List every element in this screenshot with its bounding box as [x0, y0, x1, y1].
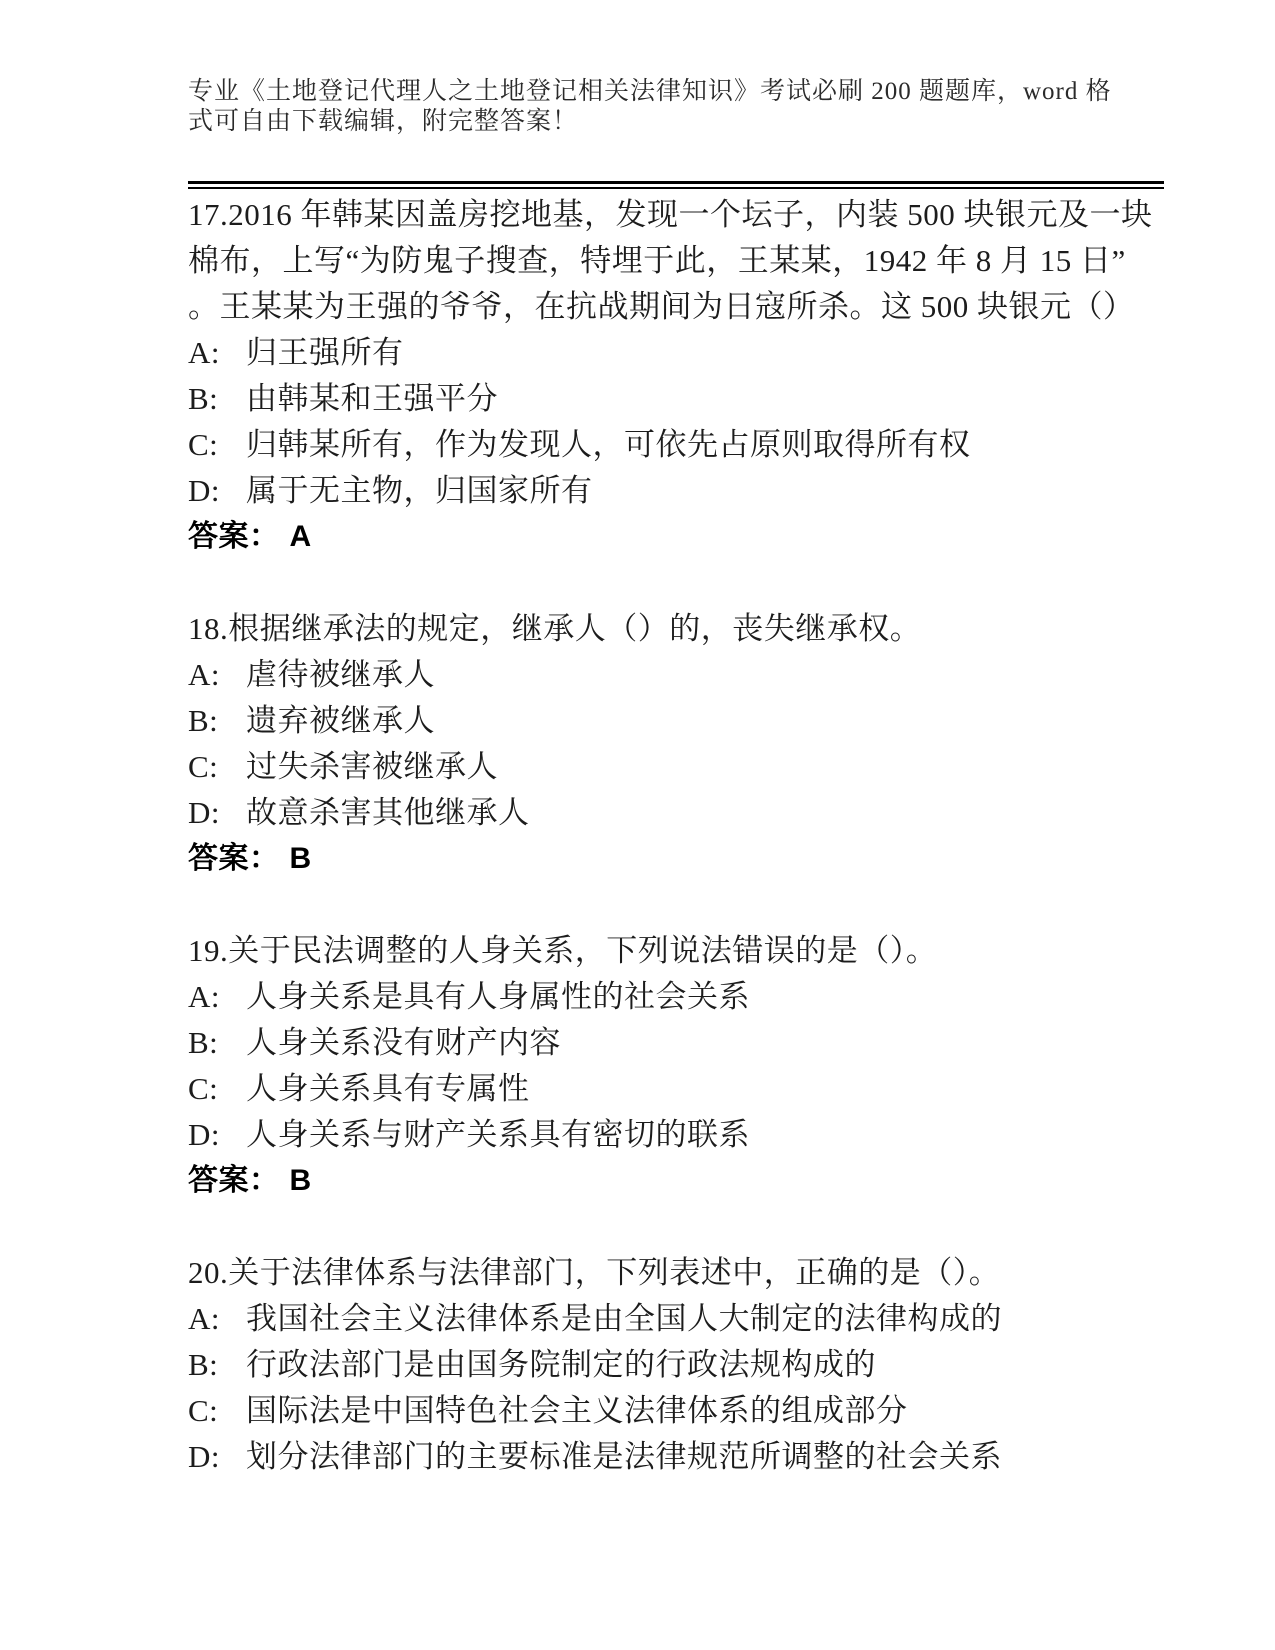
- option-row: [188, 974, 1164, 1020]
- option-text: 人身关系没有财产内容: [246, 1025, 561, 1060]
- question-block-19: [188, 928, 1164, 1204]
- option-label: B:: [188, 1347, 219, 1382]
- option-text: 属于无主物，归国家所有: [246, 473, 593, 508]
- option-row: [188, 698, 1164, 744]
- option-row: [188, 330, 1164, 376]
- option-row: [188, 1112, 1164, 1158]
- question-stem-line: 19.关于民法调整的人身关系，下列说法错误的是（）。: [188, 933, 938, 968]
- option-row: [188, 790, 1164, 836]
- answer-label: 答案：: [188, 1164, 280, 1197]
- document-content-column: [188, 0, 1164, 1526]
- option-text: 过失杀害被继承人: [246, 749, 498, 784]
- answer-label: 答案：: [188, 520, 280, 553]
- option-label: A:: [188, 979, 220, 1014]
- answer-label: 答案：: [188, 842, 280, 875]
- question-block-20: [188, 1250, 1164, 1480]
- option-text: 人身关系与财产关系具有密切的联系: [246, 1117, 750, 1152]
- option-text: 归王强所有: [246, 335, 404, 370]
- option-label: A:: [188, 1301, 220, 1336]
- question-stem-line: 。王某某为王强的爷爷，在抗战期间为日寇所杀。这 500 块银元（）: [188, 289, 1135, 324]
- option-row: [188, 422, 1164, 468]
- option-row: [188, 468, 1164, 514]
- option-text: 归韩某所有，作为发现人，可依先占原则取得所有权: [246, 427, 971, 462]
- answer-row: [188, 1158, 1164, 1204]
- option-label: C:: [188, 1393, 219, 1428]
- option-label: C:: [188, 1071, 219, 1106]
- option-row: [188, 652, 1164, 698]
- option-text: 虐待被继承人: [246, 657, 435, 692]
- answer-value: B: [289, 1164, 312, 1197]
- option-text: 行政法部门是由国务院制定的行政法规构成的: [246, 1347, 876, 1382]
- option-text: 由韩某和王强平分: [246, 381, 498, 416]
- header-separator-rule: [188, 181, 1164, 189]
- answer-row: [188, 836, 1164, 882]
- document-header: [188, 0, 1164, 137]
- question-block-18: [188, 606, 1164, 882]
- option-label: C:: [188, 427, 219, 462]
- question-stem-line: 17.2016 年韩某因盖房挖地基，发现一个坛子，内装 500 块银元及一块: [188, 197, 1153, 232]
- option-row: [188, 1388, 1164, 1434]
- option-label: C:: [188, 749, 219, 784]
- option-row: [188, 1066, 1164, 1112]
- option-label: D:: [188, 1439, 220, 1474]
- option-label: B:: [188, 703, 219, 738]
- header-line-2: 式可自由下载编辑，附完整答案！: [188, 108, 579, 135]
- answer-row: [188, 514, 1164, 560]
- option-text: 划分法律部门的主要标准是法律规范所调整的社会关系: [246, 1439, 1002, 1474]
- option-row: [188, 1434, 1164, 1480]
- option-label: A:: [188, 657, 220, 692]
- option-label: A:: [188, 335, 220, 370]
- header-line-1: 专业《土地登记代理人之土地登记相关法律知识》考试必刷 200 题题库，word 格: [188, 78, 1112, 105]
- option-label: D:: [188, 1117, 220, 1152]
- question-stem-line: 20.关于法律体系与法律部门，下列表述中，正确的是（）。: [188, 1255, 1001, 1290]
- option-text: 人身关系是具有人身属性的社会关系: [246, 979, 750, 1014]
- option-text: 故意杀害其他继承人: [246, 795, 530, 830]
- question-stem-line: 棉布，上写“为防鬼子搜查，特埋于此，王某某，1942 年 8 月 15 日”: [188, 243, 1126, 278]
- option-text: 遗弃被继承人: [246, 703, 435, 738]
- option-row: [188, 376, 1164, 422]
- question-stem-line: 18.根据继承法的规定，继承人（）的，丧失继承权。: [188, 611, 922, 646]
- option-label: D:: [188, 795, 220, 830]
- question-block-17: [188, 192, 1164, 560]
- answer-value: B: [289, 842, 312, 875]
- option-row: [188, 1342, 1164, 1388]
- answer-value: A: [289, 520, 312, 553]
- option-text: 人身关系具有专属性: [246, 1071, 530, 1106]
- option-row: [188, 1020, 1164, 1066]
- option-label: B:: [188, 1025, 219, 1060]
- questions-area: [188, 192, 1164, 1480]
- option-row: [188, 744, 1164, 790]
- option-row: [188, 1296, 1164, 1342]
- option-label: D:: [188, 473, 220, 508]
- option-text: 我国社会主义法律体系是由全国人大制定的法律构成的: [246, 1301, 1002, 1336]
- option-label: B:: [188, 381, 219, 416]
- option-text: 国际法是中国特色社会主义法律体系的组成部分: [246, 1393, 908, 1428]
